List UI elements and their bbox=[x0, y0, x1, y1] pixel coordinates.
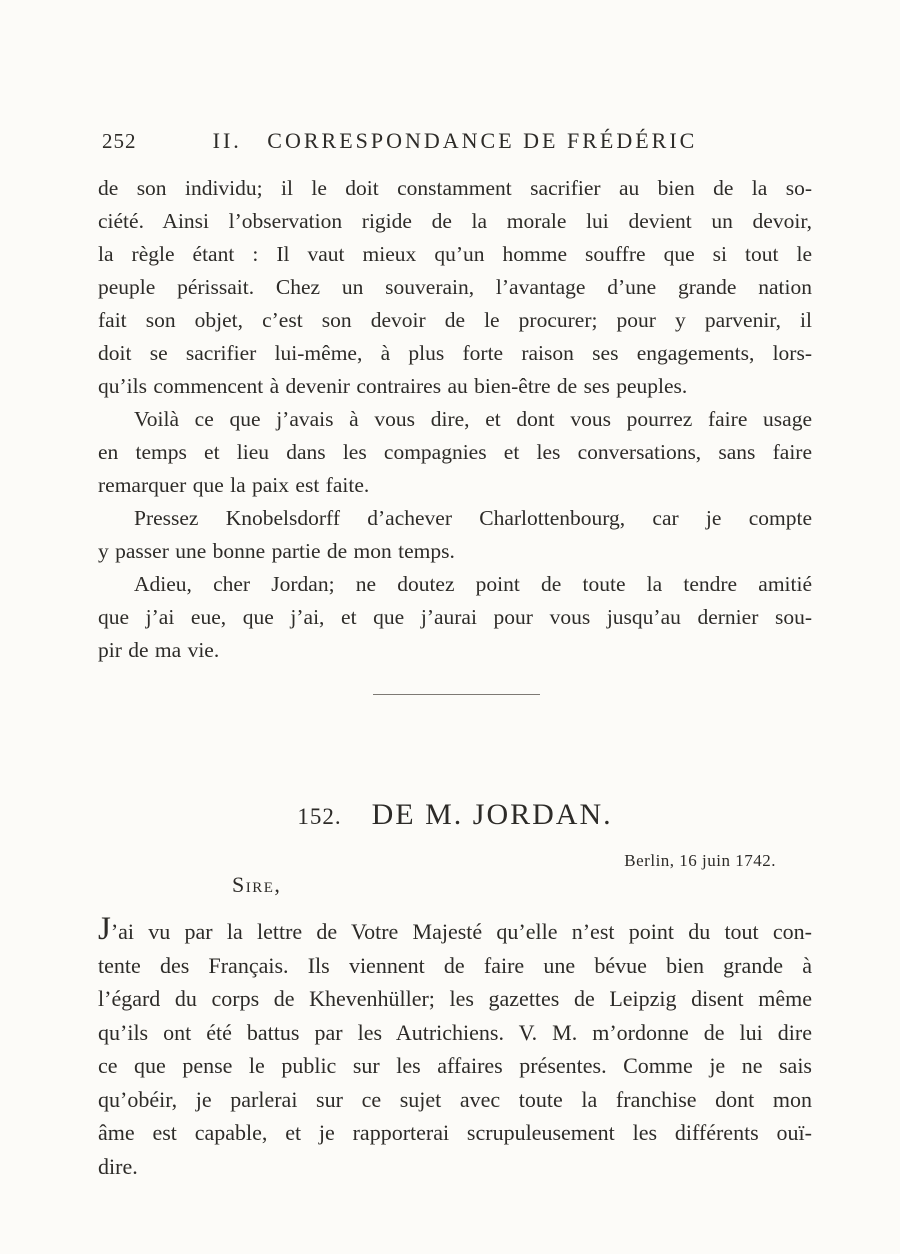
text-line: peuple périssait. Chez un souverain, l’avantage d’une grande nation bbox=[98, 275, 812, 299]
letter-152-body bbox=[98, 911, 812, 1183]
text-line: tente des Français. Ils viennent de faire une bévue bien grande à bbox=[98, 952, 812, 978]
text-line: qu’ils ont été battus par les Autrichiens. V. M. m’ordonne de lui dire bbox=[98, 1019, 812, 1045]
text-line: doit se sacrifier lui-même, à plus forte raison ses engagements, lors- bbox=[98, 341, 812, 365]
section-heading bbox=[98, 796, 812, 839]
section-number: 152. bbox=[297, 804, 342, 829]
text-line: qu’obéir, je parlerai sur ce sujet avec toute la franchise dont mon bbox=[98, 1086, 812, 1112]
text-line: qu’ils commencent à devenir contraires au bien-être de ses peuples. bbox=[98, 374, 688, 398]
text-line: fait son objet, c’est son devoir de le procurer; pour y parvenir, il bbox=[98, 308, 812, 332]
text-line: de son individu; il le doit constamment sacrifier au bien de la so- bbox=[98, 176, 812, 200]
text-line: y passer une bonne partie de mon temps. bbox=[98, 539, 455, 563]
text-line: la règle étant : Il vaut mieux qu’un homme souffre que si tout le bbox=[98, 242, 812, 266]
text-line: pir de ma vie. bbox=[98, 638, 220, 662]
text-line: que j’ai eue, que j’ai, et que j’aurai pour vous jusqu’au dernier sou- bbox=[98, 605, 812, 629]
letter-151-body bbox=[98, 172, 812, 667]
text-line: Voilà ce que j’avais à vous dire, et dont vous pourrez faire usage bbox=[134, 407, 812, 431]
running-head bbox=[98, 127, 812, 155]
dateline: Berlin, 16 juin 1742. bbox=[624, 851, 776, 870]
text-line: l’égard du corps de Khevenhüller; les gazettes de Leipzig disent même bbox=[98, 986, 812, 1011]
text-line: ciété. Ainsi l’observation rigide de la morale lui devient un devoir, bbox=[98, 209, 812, 233]
lead-initial: J bbox=[98, 911, 111, 947]
text-line: Adieu, cher Jordan; ne doutez point de toute la tendre amitié bbox=[134, 572, 812, 596]
page-number: 252 bbox=[102, 129, 137, 153]
text-line: ce que pense le public sur les affaires présentes. Comme je ne sais bbox=[98, 1053, 812, 1078]
text-line bbox=[98, 911, 812, 949]
section-divider bbox=[373, 694, 540, 695]
text-line: en temps et lieu dans les compagnies et les conversations, sans faire bbox=[98, 440, 812, 464]
text-line-rest: ’ai vu par la lettre de Votre Majesté qu’elle n’est point du tout con- bbox=[110, 919, 812, 944]
salutation: Sire, bbox=[232, 872, 282, 897]
section-title: DE M. JORDAN. bbox=[371, 798, 613, 831]
text-line: dire. bbox=[98, 1153, 138, 1179]
text-line: âme est capable, et je rapporterai scrupuleusement les différents ouï- bbox=[98, 1120, 812, 1145]
header-title: II. CORRESPONDANCE DE FRÉDÉRIC bbox=[212, 128, 698, 153]
text-line: Pressez Knobelsdorff d’achever Charlottenbourg, car je compte bbox=[134, 506, 812, 530]
text-line: remarquer que la paix est faite. bbox=[98, 473, 370, 497]
